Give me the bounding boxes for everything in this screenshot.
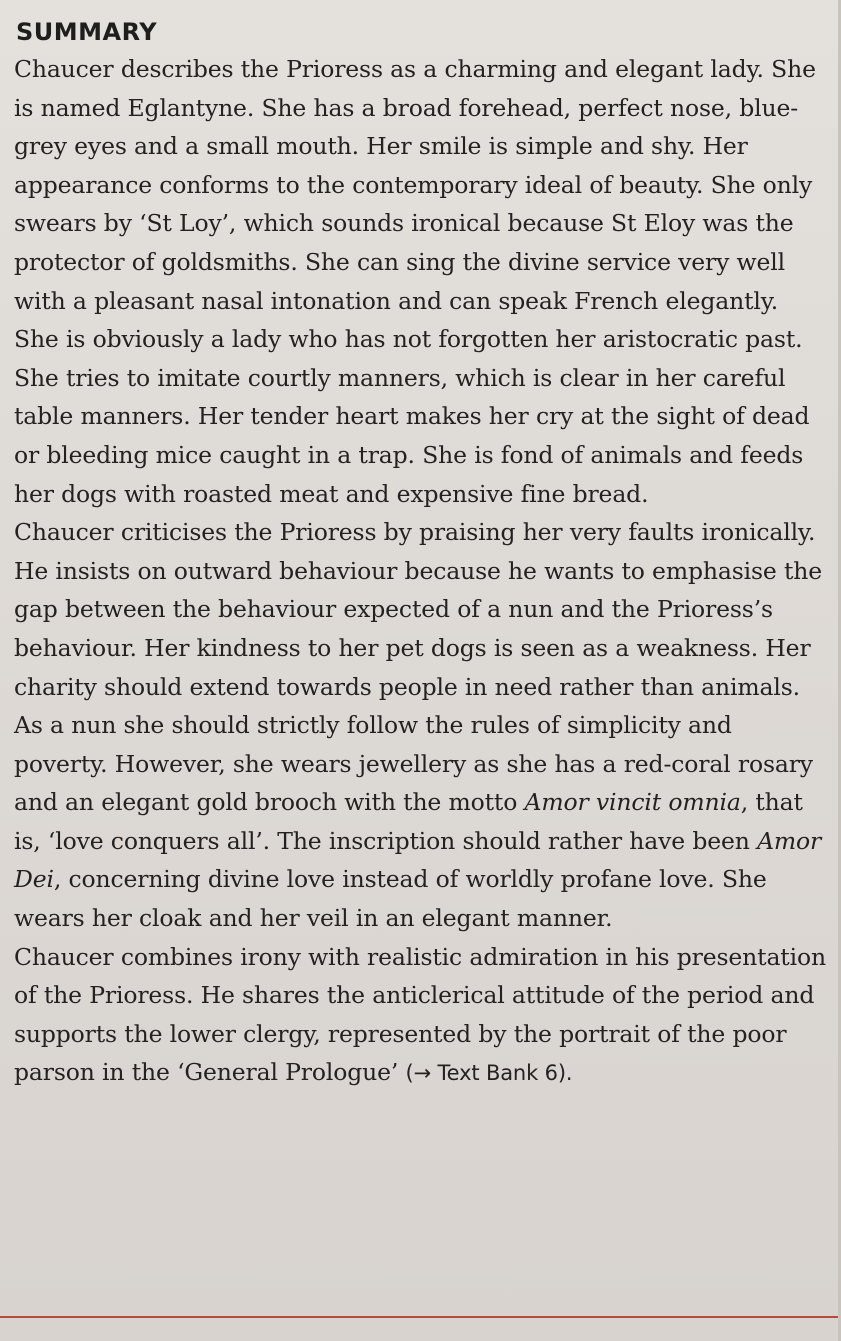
paragraph-2-part-3: , concerning divine love instead of worldly profane love. She wears her cloak and her veil in an elegant manner. [14, 865, 767, 933]
section-heading: SUMMARY [16, 18, 158, 46]
paragraph-1: Chaucer describes the Prioress as a charming and elegant lady. She is named Eglantyne. She has a broad forehead, perfect nose, blue-grey eyes and a small mouth. Her smile is simple and shy. Her appearance conforms to the contemporary ideal of beauty. She only swears by ‘St Loy’, which sounds ironical because St Eloy was the protector of goldsmiths. She can sing the divine service very well with a pleasant nasal intonation and can speak French elegantly. She is obviously a lady who has not forgotten her aristocratic past. She tries to imitate courtly manners, which is clear in her careful table manners. Her tender heart makes her cry at the sight of dead or bleeding mice caught in a trap. She is fond of animals and feeds her dogs with roasted meat and expensive fine bread. [14, 55, 816, 508]
alternative-motto-text: Amor Dei [14, 826, 822, 894]
summary-body [14, 50, 829, 1093]
paragraph-2-part-2: , that is, ‘love conquers all’. The inscription should rather have been [14, 788, 803, 855]
bottom-rule [0, 1316, 841, 1318]
paragraph-2-part-1: Chaucer criticises the Prioress by praising her very faults ironically. He insists on outward behaviour because he wants to emphasise the gap between the behaviour expected of a nun and the Prioress’s behaviour. Her kindness to her pet dogs is seen as a weakness. Her charity should extend towards people in need rather than animals. As a nun she should strictly follow the rules of simplicity and poverty. However, she wears jewellery as she has a red-coral rosary and an elegant gold brooch with the motto [14, 518, 822, 817]
paragraph-3-text: Chaucer combines irony with realistic admiration in his presentation of the Prioress. He shares the anticlerical attitude of the period and supports the lower clergy, represented by the portrait of the poor parson in the ‘General Prologue’ [14, 942, 826, 1087]
motto-text: Amor vincit omnia [524, 788, 741, 817]
paragraph-2 [14, 513, 829, 938]
text-bank-reference: (→ Text Bank 6). [405, 1061, 573, 1086]
paragraph-3 [14, 938, 829, 1093]
